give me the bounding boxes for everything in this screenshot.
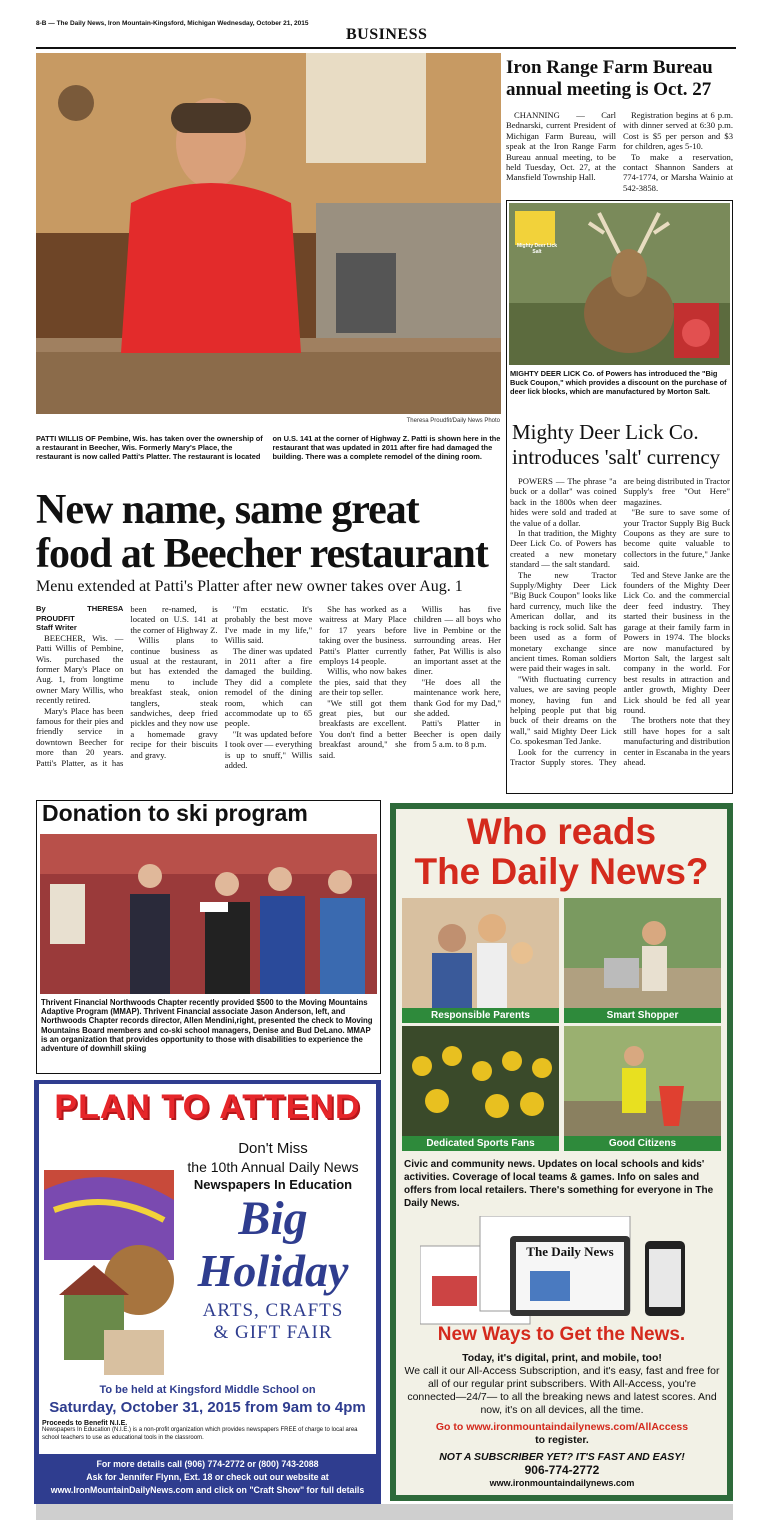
tile-responsible-parents: [402, 898, 559, 1023]
not-subscriber: NOT A SUBSCRIBER YET? IT'S FAST AND EASY!: [439, 1451, 685, 1463]
farm-bureau-paragraph: CHANNING — Carl Bednarski, current President of Michigan Farm Bureau, will speak at the Iron Range Farm Bureau annual meeting, to be held Tuesday, Oct. 27, at the Mansfield Township Hall.: [506, 110, 616, 183]
phone-number: 906-774-2772: [524, 1463, 600, 1477]
new-ways-title: New Ways to Get the News.: [437, 1324, 686, 1345]
lead-paragraph: "We still got them great pies, but our breakfasts are excellent. You don't find a better breakfast around," she said.: [319, 697, 407, 760]
deer-lick-body: [510, 476, 730, 790]
lead-paragraph: Willis has five children — all boys who live in Pembine or the surrounding areas. Her father, Pat Willis is also an important asset at the diner.: [413, 604, 501, 677]
who-reads-line-2: The Daily News?: [414, 851, 709, 892]
register-line: to register.: [535, 1434, 589, 1446]
farm-bureau-headline: Iron Range Farm Bureau annual meeting is Oct. 27: [506, 57, 713, 100]
who-reads-pitch: Civic and community news. Updates on local schools and kids' activities. Coverage of local teams & games. Info on sales and offers from local retailers. There's something for everyone in The Daily News.: [404, 1159, 714, 1209]
plan-ad-nie-note: [42, 1420, 372, 1442]
shopper-photo: [564, 898, 721, 1008]
craft-collage: [44, 1170, 174, 1380]
lead-photo-illustration: [36, 53, 501, 414]
tile-sports-fans: [402, 1026, 559, 1151]
lead-headline-line-1: New name, same great: [36, 487, 419, 533]
deer-lick-paragraph: POWERS — The phrase "a buck or a dollar" was coined back in the 1800s when deer hides were sold and traded at the value of a dollar.: [510, 476, 617, 528]
contact-website[interactable]: www.IronMountainDailyNews.com and click on "Craft Show" for full details: [50, 1485, 365, 1495]
big-word: Big: [238, 1192, 308, 1245]
sports-fans-photo: [402, 1026, 559, 1136]
plan-ad-title: PLAN TO ATTEND: [54, 1088, 361, 1126]
held-at: To be held at Kingsford Middle School on: [99, 1384, 316, 1396]
tile-label: Smart Shopper: [564, 1008, 721, 1023]
tile-good-citizens: [564, 1026, 721, 1151]
section-title: BUSINESS: [346, 26, 428, 43]
lead-paragraph: The diner was updated in 2011 after a fire damaged the building. They did a complete remodel of the dining room, which can accommodate up to 65 people.: [224, 645, 313, 729]
ski-photo: [40, 834, 377, 994]
plan-ad-illustration: [44, 1170, 174, 1380]
lead-headline-line-2: food at Beecher restaurant: [36, 531, 488, 577]
contact-person: Ask for Jennifer Flynn, Ext. 18 or check out our website at: [86, 1472, 329, 1482]
lead-paragraph: BEECHER, Wis. — Patti Willis of Pembine, Wis. purchased the former Mary's Place on Aug. 1, from longtime owner Mary Willis, who recently retired.: [36, 632, 124, 706]
plan-ad-text: [170, 1140, 376, 1344]
lead-paragraph: Willis, who now bakes the pies, said that they are their top seller.: [319, 666, 407, 698]
goto-link[interactable]: Go to www.ironmountaindailynews.com/AllAccess: [435, 1421, 689, 1433]
dont-miss: Don't Miss: [238, 1140, 308, 1157]
byline: By THERESA PROUDFIT: [36, 604, 124, 623]
deer-photo: [509, 203, 730, 365]
farm-bureau-paragraph: Registration begins at 6 p.m. with dinner served at 6:30 p.m. Cost is $5 per person and $3 for children, ages 5-10.: [623, 110, 733, 152]
citizens-photo: [564, 1026, 721, 1136]
today-line: Today, it's digital, print, and mobile, too!: [462, 1352, 662, 1364]
salt-brand-label: Mighty Deer Lick Salt: [517, 243, 558, 255]
farm-bureau-paragraph: To make a reservation, contact Shannon Sanders at 774-1774, or Marsha Wainio at 542-3858.: [623, 151, 733, 193]
proceeds: Proceeds to Benefit N.I.E.: [42, 1420, 128, 1427]
parents-photo: [402, 898, 559, 1008]
lead-paragraph: Willis plans to continue business as usual at the restaurant, but has extended the menu to include breakfast steak, onion tanglers, steak sandwiches, deep fried pickles and they now use a homemade gravy recipe for their biscuits and gravy.: [130, 635, 218, 760]
tile-smart-shopper: [564, 898, 721, 1023]
nie-description: Newspapers In Education (N.I.E.) is a non-profit organization which provides newspapers FREE of charge to local area school teachers to use as educational tools in the classroom.: [42, 1427, 358, 1441]
plan-ad-location: [40, 1384, 375, 1416]
tile-label: Responsible Parents: [402, 1008, 559, 1023]
page-folio: 8-B — The Daily News, Iron Mountain-Kingsford, Michigan Wednesday, October 21, 2015: [36, 20, 309, 27]
deer-photo-caption: MIGHTY DEER LICK Co. of Powers has introduced the "Big Buck Coupon," which provides a discount on the purchase of deer lick blocks, which are manufactured by Morton Salt.: [510, 369, 727, 396]
photo-credit: Theresa Proudfit/Daily News Photo: [406, 418, 500, 424]
who-reads-title: [396, 812, 727, 892]
ski-caption: Thrivent Financial Northwoods Chapter recently provided $500 to the Moving Mountains Adaptive Program (MMAP). Thrivent Financial associate Jason Anderson, left, and Northwoods Chapter records director, Allen Mendini,right, presented the check to Moving Mountains Board members and co-ski school managers, Denise and Bud DeLano. MMAP is an organization that provides opportunity to those with disabilities to experience the adventure of downhill skiing: [41, 998, 373, 1054]
deer-lick-paragraph: In that tradition, the Mighty Deer Lick Co. of Powers has created a new monetary standard — the salt standard.: [510, 528, 617, 570]
deer-lick-paragraph: "Be sure to save some of your Tractor Supply Big Buck Coupons as they are sure to become quite valuable to collectors in the future," Janke said.: [623, 507, 730, 570]
header-rule: [36, 47, 736, 49]
holiday-word: Holiday: [197, 1245, 349, 1296]
lead-photo-caption: PATTI WILLIS OF Pembine, Wis. has taken over the ownership of a restaurant in Beecher, Wis. Formerly Mary's Place, the restaurant is now called Patti's Platter. The restaurant is located on U.S. 141 at the corner of Highway Z. Patti is shown here in the restaurant that was updated in 2011 after fire had damaged the building. There was a complete remodel of the dining room.: [36, 434, 501, 461]
new-ways-body: [404, 1352, 720, 1490]
lead-body: [36, 604, 501, 792]
devices-illustration: [420, 1216, 710, 1326]
deer-lick-paragraph: The brothers note that they still have hopes for a salt manufacturing and distribution center in Escanaba in the years ahead.: [623, 715, 730, 767]
ski-photo-illustration: [40, 834, 377, 994]
all-access-text: We call it our All-Access Subscription, and it's easy, fast and free for all of our regular print subscribers. With All-Access, you're connected—24/7— to all the breaking news and latest scores. And now, it's on all devices, all the time.: [404, 1365, 720, 1416]
deer-lick-paragraph: Ted and Steve Janke are the founders of the Mighty Deer Lick Co. and the commercial deer feed industry. They started their business in the garage at their family farm in Powers in 1974. The blocks are now manufactured by Morton Salt, the largest salt company in the world. For best results in attraction and antler growth, Mighty Deer Lick should be fed all year round.: [623, 569, 730, 715]
lead-paragraph: "It was updated before I took over — everything is up to snuff," Willis added.: [224, 728, 313, 771]
contact-phone: For more details call (906) 774-2772 or (800) 743-2088: [96, 1459, 319, 1469]
site-link[interactable]: www.ironmountaindailynews.com: [489, 1478, 635, 1488]
nie-name: Newspapers In Education: [193, 1177, 353, 1192]
who-reads-line-1: Who reads: [466, 811, 657, 852]
gift-fair: & GIFT FAIR: [213, 1322, 333, 1343]
deer-lick-paragraph: "With fluctuating currency values, we are saving people money, having fun and helping people put that big buck of their dreams on the wall," said Mighty Deer Lick Co. spokesman Ted Janke.: [510, 673, 617, 747]
tile-label: Dedicated Sports Fans: [402, 1136, 559, 1151]
lead-paragraph: "I'm ecstatic. It's probably the best move I've made in my life," Willis said.: [224, 604, 313, 646]
byline-role: Staff Writer: [36, 623, 77, 633]
lead-paragraph: Patti's Platter in Beecher is open daily from 5 a.m. to 8 p.m.: [413, 718, 501, 750]
lead-paragraph: "He does all the maintenance work here, thank God for my Dad," she added.: [413, 676, 501, 719]
lead-photo: [36, 53, 501, 414]
annual-event: the 10th Annual Daily News: [187, 1159, 359, 1175]
event-date: Saturday, October 31, 2015 from 9am to 4pm: [49, 1399, 366, 1416]
arts-crafts: ARTS, CRAFTS: [202, 1300, 344, 1321]
deer-lick-paragraph: The new Tractor Supply/Mighty Deer Lick "Big Buck Coupon" looks like hard currency, much like the American dollar, and its backing is rock solid. Salt has been used as a form of monetary exchange since ancient times. Roman soldiers were paid their wages in salt.: [510, 569, 617, 674]
devices-art: [420, 1216, 710, 1326]
lead-deck: Menu extended at Patti's Platter after new owner takes over Aug. 1: [36, 578, 463, 595]
deer-lick-paragraph: Look for the currency in Tractor Supply stores. They are being distributed in Tractor Supply's free "Out Here" magazines.: [510, 476, 730, 767]
paper-name: The Daily News: [526, 1244, 614, 1259]
deer-lick-headline: Mighty Deer Lick Co. introduces 'salt' currency: [512, 420, 721, 469]
tile-label: Good Citizens: [564, 1136, 721, 1151]
lead-paragraph: She has worked as a waitress at Mary Place for 17 years before taking over the business. Patti's Platter currently employs 14 people.: [319, 604, 407, 667]
plan-ad-contact: [36, 1458, 379, 1497]
lead-headline: [36, 488, 506, 576]
deer-illustration: [509, 203, 730, 365]
footer-bar: [36, 1504, 733, 1520]
lead-paragraph: Mary's Place has been famous for their pies and friendly service in downtown Beecher for more than 20 years. Patti's Platter, as it has been re-named, is located on U.S. 141 at the corner of Highway Z.: [36, 604, 218, 768]
farm-bureau-body: [506, 110, 733, 194]
ski-title: Donation to ski program: [42, 800, 308, 826]
